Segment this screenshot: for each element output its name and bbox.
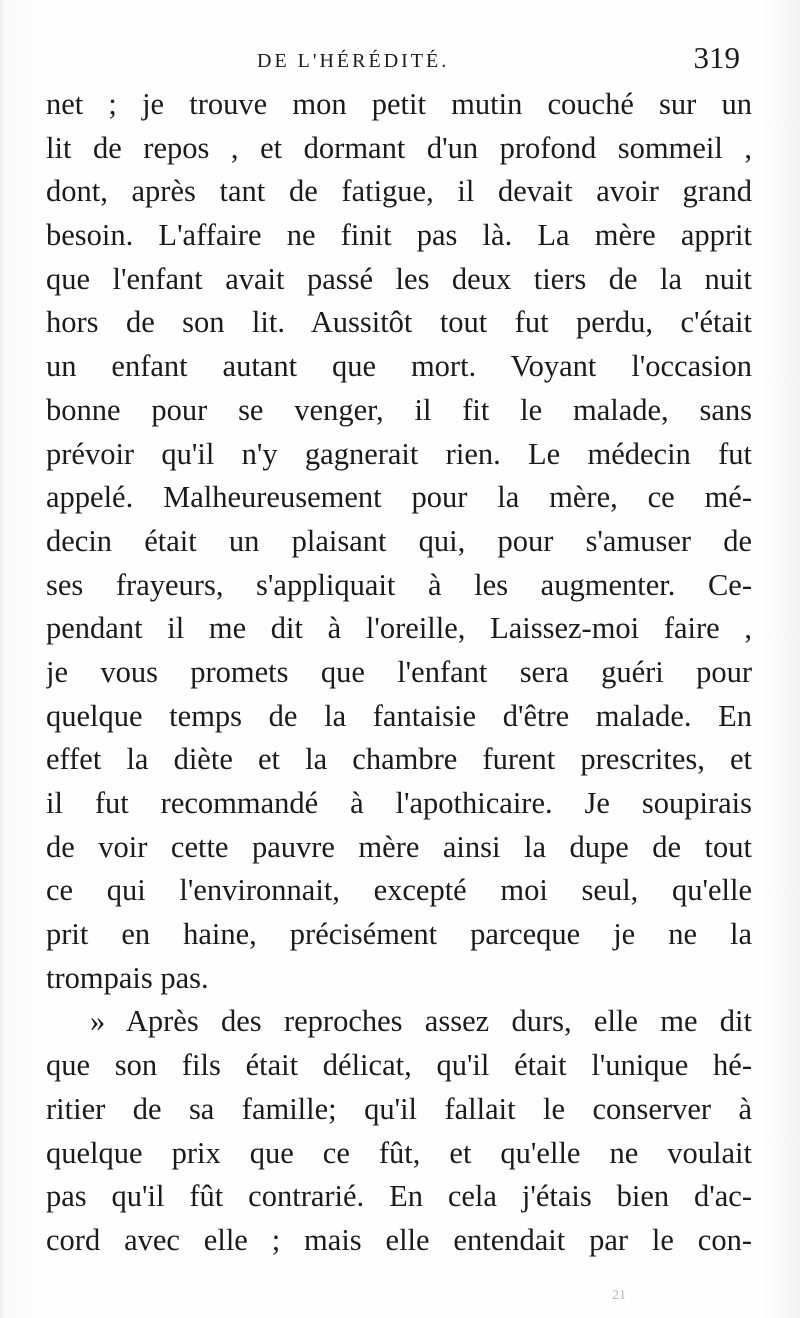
text-line: prit en haine, précisément parceque je ne la [46,917,752,952]
running-title: DE L'HÉRÉDITÉ. [257,50,450,72]
text-line: bonne pour se venger, il fit le malade, sans [46,392,752,427]
text-line: ce qui l'environnait, excepté moi seul, qu'elle [46,873,752,908]
text-line: effet la diète et la chambre furent prescrites, et [46,742,752,777]
text-line: ritier de sa famille; qu'il fallait le conserver à [46,1091,752,1126]
text-line: de voir cette pauvre mère ainsi la dupe de tout [46,829,752,864]
text-line: un enfant autant que mort. Voyant l'occasion [46,349,752,384]
text-line: ses frayeurs, s'appliquait à les augmenter. Ce- [46,567,752,602]
text-line: cord avec elle ; mais elle entendait par le con- [46,1222,752,1257]
text-line: hors de son lit. Aussitôt tout fut perdu, c'était [46,305,752,340]
running-head [45,40,745,88]
paragraph-end-line: trompais pas. [46,960,209,995]
text-line: quelque prix que ce fût, et qu'elle ne voulait [46,1135,752,1170]
text-line: il fut recommandé à l'apothicaire. Je soupirais [46,786,752,820]
text-line: besoin. L'affaire ne finit pas là. La mère apprit [46,218,752,253]
paragraph-start-line: » Après des reproches assez durs, elle me dit [90,1004,752,1039]
text-line: pendant il me dit à l'oreille, Laissez-moi faire , [46,611,752,646]
text-line: que l'enfant avait passé les deux tiers de la nuit [46,261,752,296]
text-line: net ; je trouve mon petit mutin couché sur un [46,87,752,121]
text-line: lit de repos , et dormant d'un profond sommeil , [46,130,752,165]
text-line: pas qu'il fût contrarié. En cela j'étais bien d'ac- [46,1179,752,1214]
signature-mark: 21 [612,1288,626,1303]
page-number: 319 [693,40,740,75]
text-line: que son fils était délicat, qu'il était l'unique hé- [46,1048,752,1083]
text-line: prévoir qu'il n'y gagnerait rien. Le médecin fut [46,436,752,471]
text-line: dont, après tant de fatigue, il devait avoir grand [46,174,752,209]
body-text [46,83,752,1263]
text-line: quelque temps de la fantaisie d'être malade. En [46,698,752,733]
text-line: je vous promets que l'enfant sera guéri pour [46,654,752,689]
text-line: decin était un plaisant qui, pour s'amuser de [46,523,752,558]
text-line: appelé. Malheureusement pour la mère, ce mé- [46,480,752,515]
